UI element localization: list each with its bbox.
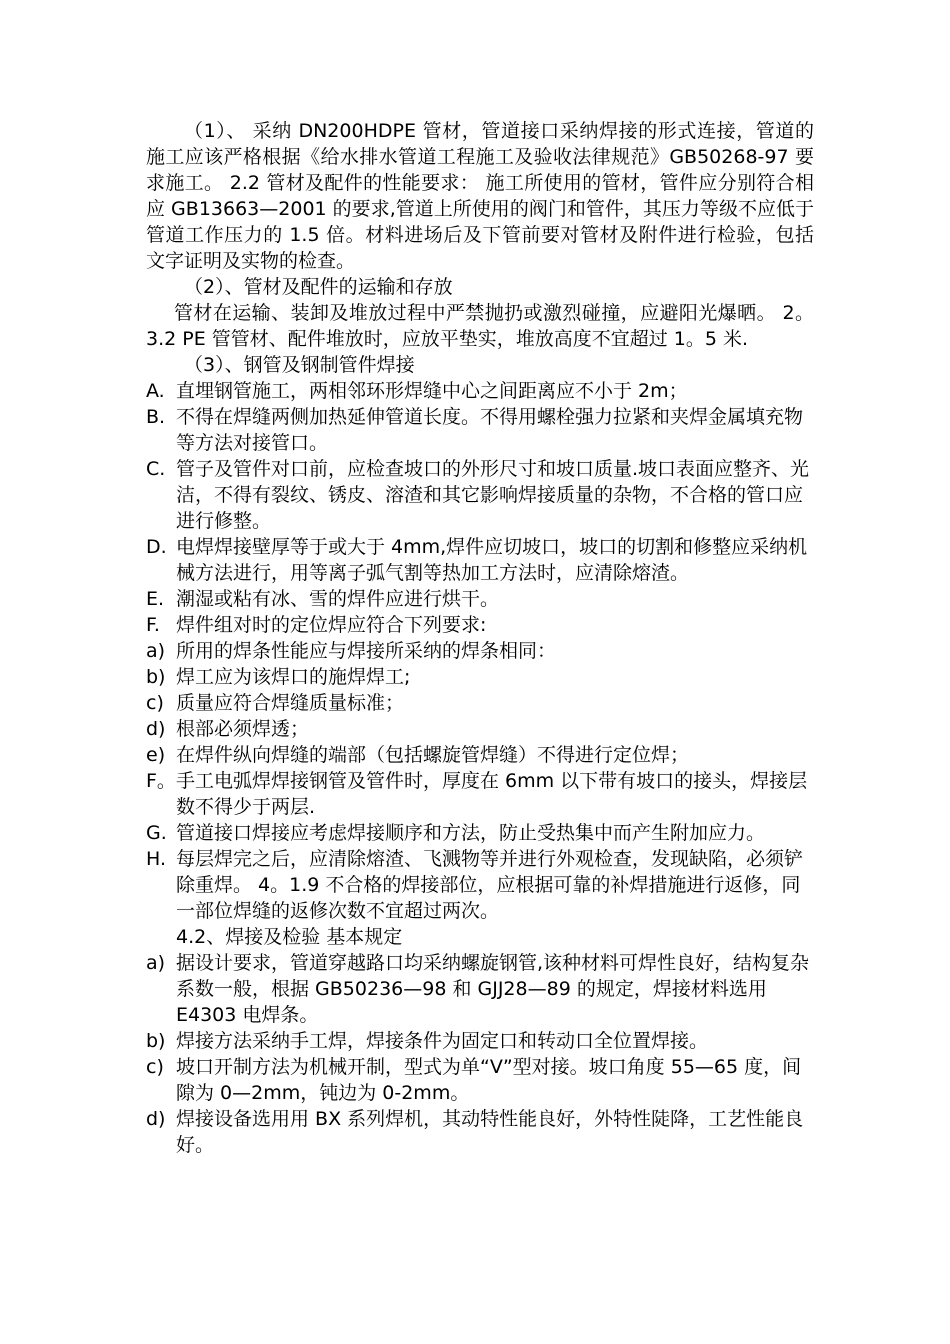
list-item <box>146 404 814 456</box>
welding-requirements-list <box>146 378 814 924</box>
list-item <box>146 716 814 742</box>
section-2-heading: （2）、管材及配件的运输和存放 <box>184 276 453 298</box>
list-marker: a) <box>146 640 166 662</box>
list-item-text: 焊接设备选用用 BX 系列焊机，其动特性能良好，外特性陡降，工艺性能良好。 <box>176 1108 804 1156</box>
list-item-text: 潮湿或粘有冰、雪的焊件应进行烘干。 <box>176 588 500 610</box>
list-marker: c) <box>146 692 164 714</box>
list-marker: H. <box>146 848 166 870</box>
welding-inspection-list <box>146 950 814 1158</box>
list-marker: B. <box>146 406 166 428</box>
list-item-text: 根部必须焊透； <box>176 718 310 740</box>
intro-paragraph: （1）、 采纳 DN200HDPE 管材，管道接口采纳焊接的形式连接，管道的施工应该严格根据《给水排水管道工程施工及验收法律规范》GB50268-97 要求施工。 2.2 管材及配件的性能要求： 施工所使用的管材，管件应分别符合相应 GB13663—2001 的要求,管道上所使用的阀门和管件，其压力等级不应低于管道工作压力的 1.5 倍。材料进场后及下管前要对管材及附件进行检验，包括文字证明及实物的检查。 <box>146 120 814 272</box>
section-3-heading: （3）、钢管及钢制管件焊接 <box>184 354 415 376</box>
list-item <box>146 586 814 612</box>
list-item <box>146 456 814 534</box>
section-2-paragraph: 管材在运输、装卸及堆放过程中严禁抛扔或激烈碰撞，应避阳光爆晒。 2。3.2 PE 管管材、配件堆放时，应放平垫实，堆放高度不宜超过 1。5 米. <box>146 302 814 350</box>
list-item <box>146 638 814 664</box>
list-marker: C. <box>146 458 166 480</box>
list-item <box>146 768 814 820</box>
list-marker: d) <box>146 1108 166 1130</box>
list-item-text: 直埋钢管施工，两相邻环形焊缝中心之间距离应不小于 2m； <box>176 380 688 402</box>
list-item <box>146 846 814 924</box>
list-marker: D. <box>146 536 167 558</box>
list-marker: F. <box>146 614 160 636</box>
list-item-text: 不得在焊缝两侧加热延伸管道长度。不得用螺栓强力拉紧和夹焊金属填充物等方法对接管口。 <box>176 406 804 454</box>
list-item-text: 据设计要求，管道穿越路口均采纳螺旋钢管,该种材料可焊性良好，结构复杂系数一般，根据 GB50236—98 和 GJJ28—89 的规定，焊接材料选用 E4303 电焊条。 <box>176 952 810 1026</box>
list-item <box>146 664 814 690</box>
list-marker: E. <box>146 588 165 610</box>
list-item-text: 每层焊完之后，应清除熔渣、飞溅物等并进行外观检查，发现缺陷，必须铲除重焊。 4。1.9 不合格的焊接部位，应根据可靠的补焊措施进行返修，同一部位焊缝的返修次数不宜超过两次。 <box>176 848 804 922</box>
list-item-text: 电焊焊接壁厚等于或大于 4mm,焊件应切坡口，坡口的切割和修整应采纳机械方法进行，用等离子弧气割等热加工方法时，应清除熔渣。 <box>176 536 808 584</box>
list-item <box>146 1106 814 1158</box>
list-item-text: 在焊件纵向焊缝的端部（包括螺旋管焊缝）不得进行定位焊； <box>176 744 690 766</box>
list-item <box>146 742 814 768</box>
list-item-text: 所用的焊条性能应与焊接所采纳的焊条相同： <box>176 640 557 662</box>
list-item-text: 焊接方法采纳手工焊，焊接条件为固定口和转动口全位置焊接。 <box>176 1030 709 1052</box>
list-item-text: 手工电弧焊焊接钢管及管件时，厚度在 6mm 以下带有坡口的接头，焊接层数不得少于两层. <box>176 770 808 818</box>
section-4-2-heading: 4.2、焊接及检验 基本规定 <box>176 926 403 948</box>
list-item-text: 管子及管件对口前，应检查坡口的外形尺寸和坡口质量.坡口表面应整齐、光洁，不得有裂纹、锈皮、溶渣和其它影响焊接质量的杂物，不合格的管口应进行修整。 <box>176 458 810 532</box>
list-marker: A. <box>146 380 165 402</box>
list-marker: F。 <box>146 770 176 792</box>
list-marker: d) <box>146 718 166 740</box>
list-marker: G. <box>146 822 167 844</box>
list-marker: c) <box>146 1056 164 1078</box>
list-item-text: 管道接口焊接应考虑焊接顺序和方法，防止受热集中而产生附加应力。 <box>176 822 766 844</box>
list-marker: a) <box>146 952 166 974</box>
list-item-text: 坡口开制方法为机械开制，型式为单“V”型对接。坡口角度 55—65 度，间隙为 0—2mm，钝边为 0-2mm。 <box>176 1056 802 1104</box>
list-item-text: 质量应符合焊缝质量标准； <box>176 692 405 714</box>
list-item <box>146 534 814 586</box>
list-item-text: 焊工应为该焊口的施焊焊工; <box>176 666 411 688</box>
list-item <box>146 1054 814 1106</box>
list-marker: b) <box>146 1030 166 1052</box>
list-marker: b) <box>146 666 166 688</box>
document-page <box>146 118 814 1158</box>
list-marker: e) <box>146 744 166 766</box>
list-item <box>146 1028 814 1054</box>
list-item <box>146 612 814 638</box>
list-item <box>146 378 814 404</box>
list-item <box>146 690 814 716</box>
list-item <box>146 820 814 846</box>
list-item <box>146 950 814 1028</box>
list-item-text: 焊件组对时的定位焊应符合下列要求: <box>176 614 487 636</box>
